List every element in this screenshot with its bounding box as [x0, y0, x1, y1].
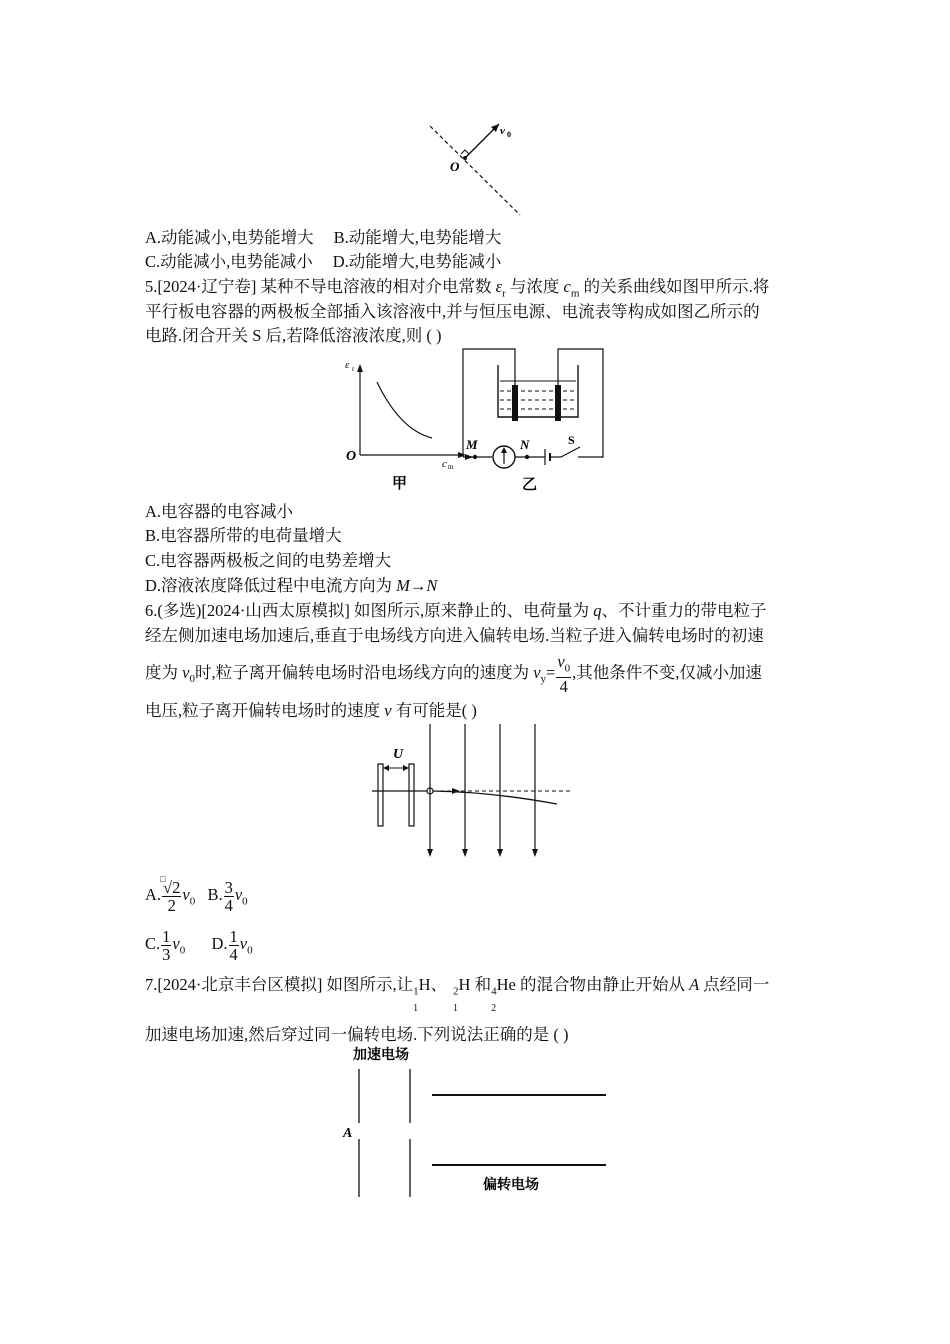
s-label: S — [568, 433, 575, 447]
epsilon-label: ε — [345, 359, 350, 371]
q7-and: 和 — [470, 975, 492, 994]
origin-label: O — [346, 449, 357, 464]
q6-option-c-letter: C. — [145, 934, 161, 953]
q6-option-a-den: 2 — [167, 895, 176, 915]
h2-charge: 1 — [453, 1003, 459, 1014]
q6-option-d-v-sub: 0 — [247, 944, 253, 957]
q6-option-b-den: 4 — [224, 895, 233, 915]
q6-option-d[interactable] — [211, 926, 253, 964]
q5-option-d-text: D.溶液浓度降低过程中电流方向为 — [145, 576, 397, 595]
frac-v: v — [557, 652, 565, 671]
q6-option-b[interactable] — [207, 877, 248, 915]
q6-option-d-fraction — [229, 928, 239, 963]
q4-options-row2 — [145, 251, 501, 273]
capacitor-plate-left — [512, 385, 518, 421]
m-label: M — [466, 437, 478, 452]
q6-stem-line1 — [145, 600, 766, 622]
q6-v-sub: 0 — [189, 673, 195, 686]
u-label: U — [393, 747, 404, 762]
q6-q: q — [593, 601, 602, 620]
isotope-h1 — [413, 974, 431, 1014]
q6-stem-text: 6.(多选)[2024·山西太原模拟] 如图所示,原来静止的、电荷量为 — [145, 601, 594, 620]
q6-stem-text: 度为 — [145, 662, 183, 682]
jia-label: 甲 — [392, 476, 408, 492]
q6-option-d-num: 1 — [229, 926, 238, 946]
frac-den: 4 — [559, 677, 568, 697]
current-arrow — [465, 454, 473, 460]
q7-stem-line1 — [145, 974, 770, 1014]
q6-option-a-v: v — [182, 885, 190, 904]
q6-option-d-den: 4 — [229, 944, 238, 964]
q6-stem-text: 时,粒子离开偏转电场时沿电场线方向的速度为 — [194, 662, 534, 682]
q5-option-d-arrow: → — [409, 576, 427, 595]
q6-stem-text: 、不计重力的带电粒子 — [601, 601, 767, 620]
q6-option-d-letter: D. — [211, 934, 228, 953]
q6-vy-sub: y — [540, 673, 547, 686]
field-arrow — [462, 849, 468, 857]
q6-option-a-num: √2 — [163, 877, 181, 897]
q6-option-c-num: 1 — [162, 926, 171, 946]
q6-option-d-v: v — [239, 934, 248, 953]
point-a-label: A — [343, 1126, 353, 1141]
v0-sub: 0 — [507, 130, 511, 139]
he-symbol: He — [496, 975, 516, 994]
v0-label: v — [500, 125, 505, 137]
q7-stem-line2: 加速电场加速,然后穿过同一偏转电场.下列说法正确的是 ( ) — [145, 1025, 569, 1044]
switch-s — [561, 447, 580, 457]
q5-stem-text: 与浓度 — [505, 277, 564, 296]
q6-vy: v — [533, 662, 541, 682]
q5-eps: ε — [495, 277, 503, 296]
q5-stem-line3: 电路.闭合开关 S 后,若降低溶液浓度,则 ( ) — [145, 326, 442, 345]
q6-option-c-fraction — [161, 928, 171, 963]
q5-c-sub: m — [570, 287, 580, 300]
accel-field-label: 加速电场 — [353, 1048, 409, 1063]
right-angle-mark — [461, 150, 469, 154]
cm-sub: m — [448, 463, 454, 471]
q5-stem-line2: 平行板电容器的两极板全部插入该溶液中,并与恒压电源、电流表等构成如图乙所示的 — [145, 302, 760, 321]
h2-mass: 2 — [453, 985, 459, 998]
accel-plate-left — [378, 764, 383, 826]
frac-v-sub: 0 — [564, 662, 571, 675]
q6-option-b-fraction — [224, 879, 234, 914]
q5-option-d[interactable] — [145, 575, 437, 597]
u-dimension-arrow — [383, 765, 389, 771]
q6-option-c-v: v — [172, 934, 180, 953]
q5-option-a[interactable]: A.电容器的电容减小 — [145, 502, 294, 521]
point-o — [463, 156, 467, 160]
q4-option-c[interactable]: C.动能减小,电势能减小 — [145, 252, 313, 271]
q5-c: c — [563, 277, 571, 296]
q5-option-d-n: N — [426, 576, 438, 595]
yi-label: 乙 — [522, 477, 538, 493]
q5-option-b[interactable]: B.电容器所带的电荷量增大 — [145, 526, 342, 545]
q4-option-a[interactable]: A.动能减小,电势能增大 — [145, 228, 314, 247]
q6-option-c[interactable] — [145, 926, 186, 964]
q4-options-row1 — [145, 227, 501, 249]
q6-option-a-fraction — [160, 873, 181, 915]
capacitor-plate-right — [555, 385, 561, 421]
q6-v: v — [384, 701, 392, 720]
q7-stem-text: 点经同一 — [699, 975, 770, 994]
q7-separator: 、 — [430, 975, 448, 994]
q6-figure — [372, 722, 577, 862]
field-arrow — [532, 849, 538, 857]
q7-figure — [338, 1043, 613, 1203]
q6-stem-line4 — [145, 700, 477, 722]
q6-option-b-v: v — [234, 885, 243, 904]
deflection-trajectory — [433, 791, 557, 804]
circuit-wire — [558, 349, 603, 457]
q6-stem-text: 有可能是( ) — [391, 701, 477, 720]
q6-stem-text: 电压,粒子离开偏转电场时的速度 — [145, 701, 385, 720]
q6-v: v — [182, 662, 190, 682]
h1-charge: 1 — [413, 1003, 419, 1014]
q6-options-row2 — [145, 925, 253, 969]
q6-option-c-v-sub: 0 — [179, 944, 186, 957]
field-arrow — [427, 849, 433, 857]
y-axis-arrow — [357, 364, 363, 372]
he-mass: 4 — [491, 985, 497, 998]
isotope-he — [491, 974, 516, 1014]
q4-option-b[interactable]: B.动能增大,电势能增大 — [333, 228, 502, 247]
field-arrow — [497, 849, 503, 857]
q4-figure — [420, 118, 530, 218]
q6-stem-line2: 经左侧加速电场加速后,垂直于电场线方向进入偏转电场.当粒子进入偏转电场时的初速 — [145, 626, 764, 645]
q6-options-row1 — [145, 873, 248, 920]
q4-option-d[interactable]: D.动能增大,电势能减小 — [332, 252, 502, 271]
accel-plate-right — [409, 764, 414, 826]
q7-stem-text: 的混合物由静止开始从 — [515, 975, 690, 994]
u-dimension-arrow — [403, 765, 409, 771]
root-index-box: □ — [160, 873, 166, 884]
isotope-h2 — [453, 974, 471, 1014]
h1-symbol: H — [418, 975, 431, 994]
q6-option-a[interactable] — [145, 873, 196, 915]
q6-eq: = — [546, 662, 556, 682]
o-label: O — [450, 159, 460, 174]
q6-stem-text: ,其他条件不变,仅减小加速 — [572, 662, 762, 682]
q6-option-a-v-sub: 0 — [189, 895, 196, 908]
q6-option-b-letter: B. — [207, 885, 223, 904]
terminal-n — [525, 455, 529, 459]
n-label: N — [520, 437, 530, 452]
equipotential-dashed-line — [430, 126, 520, 215]
q5-figure-yi — [455, 343, 615, 495]
q5-option-d-m: M — [396, 576, 410, 595]
q6-option-a-letter: A. — [145, 885, 162, 904]
q5-option-c[interactable]: C.电容器两极板之间的电势差增大 — [145, 551, 392, 570]
q5-stem-text: 的关系曲线如图甲所示.将 — [579, 277, 770, 296]
trajectory-arrow — [452, 788, 460, 794]
q7-a: A — [689, 975, 700, 994]
he-charge: 2 — [491, 1003, 497, 1014]
q6-vy-fraction — [556, 653, 571, 695]
h1-mass: 1 — [413, 985, 419, 998]
q5-stem-text: 5.[2024·辽宁卷] 某种不导电溶液的相对介电常数 — [145, 277, 496, 296]
h2-symbol: H — [458, 975, 471, 994]
q7-stem-text: 7.[2024·北京丰台区模拟] 如图所示,让 — [145, 975, 414, 994]
relation-curve — [377, 382, 432, 438]
terminal-m — [473, 455, 477, 459]
q6-stem-line3 — [145, 653, 762, 697]
deflect-field-label: 偏转电场 — [483, 1178, 539, 1193]
q5-eps-sub: r — [502, 287, 506, 300]
q6-option-c-den: 3 — [162, 944, 171, 964]
epsilon-sub: r — [352, 365, 355, 373]
q6-option-b-v-sub: 0 — [242, 895, 248, 908]
q6-option-b-num: 3 — [224, 877, 233, 897]
cm-label: c — [442, 458, 447, 470]
